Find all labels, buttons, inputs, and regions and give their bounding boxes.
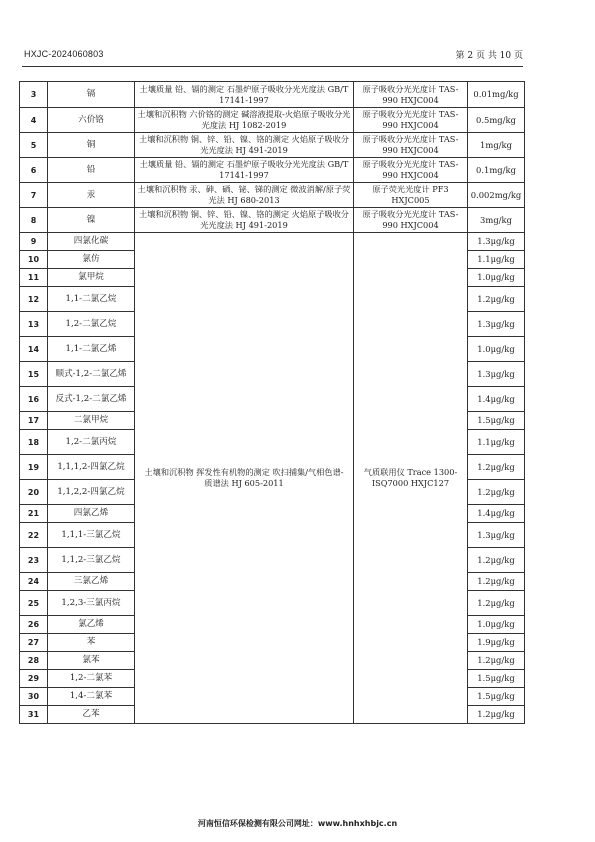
row-number: 30 xyxy=(20,688,48,706)
detection-limit: 1.1μg/kg xyxy=(468,251,525,269)
instrument: 原子吸收分光光度计 TAS-990 HXJC004 xyxy=(354,82,468,108)
detection-limit: 1.3μg/kg xyxy=(468,523,525,548)
analyte-name: 1,2,3-三氯丙烷 xyxy=(48,591,135,616)
analyte-name: 1,2-二氯丙烷 xyxy=(48,430,135,455)
instrument: 原子荧光光度计 PF3 HXJC005 xyxy=(354,183,468,208)
table-row xyxy=(20,233,525,251)
method-standard: 土壤和沉积物 铜、锌、铅、镍、铬的测定 火焰原子吸收分光光度法 HJ 491-2019 xyxy=(135,133,354,158)
detection-limit: 1.2μg/kg xyxy=(468,455,525,480)
row-number: 23 xyxy=(20,548,48,573)
row-number: 13 xyxy=(20,312,48,337)
row-number: 28 xyxy=(20,652,48,670)
row-number: 19 xyxy=(20,455,48,480)
detection-limit: 0.1mg/kg xyxy=(468,158,525,183)
analyte-name: 1,1,1-三氯乙烷 xyxy=(48,523,135,548)
method-standard: 土壤和沉积物 铜、锌、铅、镍、铬的测定 火焰原子吸收分光光度法 HJ 491-2019 xyxy=(135,208,354,233)
row-number: 27 xyxy=(20,634,48,652)
row-number: 11 xyxy=(20,269,48,287)
detection-limit: 0.01mg/kg xyxy=(468,82,525,108)
table-row xyxy=(20,133,525,158)
method-standard: 土壤质量 铅、镉的测定 石墨炉原子吸收分光光度法 GB/T 17141-1997 xyxy=(135,82,354,108)
analyte-name: 氯仿 xyxy=(48,251,135,269)
detection-limit: 1.1μg/kg xyxy=(468,430,525,455)
method-standard: 土壤和沉积物 挥发性有机物的测定 吹扫捕集/气相色谱-质谱法 HJ 605-2011 xyxy=(135,233,354,724)
method-standard: 土壤和沉积物 汞、砷、硒、铋、锑的测定 微波消解/原子荧光法 HJ 680-2013 xyxy=(135,183,354,208)
analyte-name: 1,1-二氯乙烷 xyxy=(48,287,135,312)
analyte-name: 铅 xyxy=(48,158,135,183)
row-number: 21 xyxy=(20,505,48,523)
detection-limit: 0.002mg/kg xyxy=(468,183,525,208)
row-number: 4 xyxy=(20,108,48,133)
table-row xyxy=(20,82,525,108)
analyte-name: 铜 xyxy=(48,133,135,158)
analyte-name: 四氯乙烯 xyxy=(48,505,135,523)
detection-limit: 3mg/kg xyxy=(468,208,525,233)
row-number: 8 xyxy=(20,208,48,233)
table-row xyxy=(20,108,525,133)
row-number: 20 xyxy=(20,480,48,505)
row-number: 22 xyxy=(20,523,48,548)
instrument: 原子吸收分光光度计 TAS-990 HXJC004 xyxy=(354,133,468,158)
row-number: 14 xyxy=(20,337,48,362)
test-method-table xyxy=(19,81,525,724)
detection-limit: 1.0μg/kg xyxy=(468,337,525,362)
analyte-name: 1,2-二氯苯 xyxy=(48,670,135,688)
analyte-name: 氯乙烯 xyxy=(48,616,135,634)
detection-limit: 1.2μg/kg xyxy=(468,548,525,573)
detection-limit: 1.3μg/kg xyxy=(468,362,525,387)
detection-limit: 1mg/kg xyxy=(468,133,525,158)
analyte-name: 氯苯 xyxy=(48,652,135,670)
analyte-name: 1,1-二氯乙烯 xyxy=(48,337,135,362)
analyte-name: 1,2-二氯乙烷 xyxy=(48,312,135,337)
row-number: 29 xyxy=(20,670,48,688)
detection-limit: 1.2μg/kg xyxy=(468,591,525,616)
instrument: 原子吸收分光光度计 TAS-990 HXJC004 xyxy=(354,158,468,183)
row-number: 12 xyxy=(20,287,48,312)
analyte-name: 反式-1,2-二氯乙烯 xyxy=(48,387,135,412)
row-number: 31 xyxy=(20,706,48,724)
row-number: 6 xyxy=(20,158,48,183)
detection-limit: 1.2μg/kg xyxy=(468,706,525,724)
table-row xyxy=(20,183,525,208)
detection-limit: 1.2μg/kg xyxy=(468,480,525,505)
row-number: 3 xyxy=(20,82,48,108)
row-number: 7 xyxy=(20,183,48,208)
analyte-name: 二氯甲烷 xyxy=(48,412,135,430)
detection-limit: 1.5μg/kg xyxy=(468,412,525,430)
analyte-name: 镍 xyxy=(48,208,135,233)
detection-limit: 1.5μg/kg xyxy=(468,688,525,706)
row-number: 5 xyxy=(20,133,48,158)
analyte-name: 乙苯 xyxy=(48,706,135,724)
row-number: 10 xyxy=(20,251,48,269)
analyte-name: 顺式-1,2-二氯乙烯 xyxy=(48,362,135,387)
analyte-name: 四氯化碳 xyxy=(48,233,135,251)
analyte-name: 六价铬 xyxy=(48,108,135,133)
detection-limit: 1.3μg/kg xyxy=(468,233,525,251)
table-row xyxy=(20,158,525,183)
method-standard: 土壤质量 铅、镉的测定 石墨炉原子吸收分光光度法 GB/T 17141-1997 xyxy=(135,158,354,183)
row-number: 26 xyxy=(20,616,48,634)
analyte-name: 1,1,1,2-四氯乙烷 xyxy=(48,455,135,480)
instrument: 原子吸收分光光度计 TAS-990 HXJC004 xyxy=(354,208,468,233)
analyte-name: 1,1,2,2-四氯乙烷 xyxy=(48,480,135,505)
row-number: 24 xyxy=(20,573,48,591)
detection-limit: 1.2μg/kg xyxy=(468,287,525,312)
row-number: 15 xyxy=(20,362,48,387)
row-number: 25 xyxy=(20,591,48,616)
row-number: 17 xyxy=(20,412,48,430)
instrument: 气质联用仪 Trace 1300-ISQ7000 HXJC127 xyxy=(354,233,468,724)
page-number: 第 2 页 共 10 页 xyxy=(455,51,523,61)
detection-limit: 1.4μg/kg xyxy=(468,387,525,412)
report-id: HXJC-2024060803 xyxy=(24,49,104,59)
header-divider xyxy=(22,66,523,67)
analyte-name: 三氯乙烯 xyxy=(48,573,135,591)
detection-limit: 0.5mg/kg xyxy=(468,108,525,133)
analyte-name: 1,1,2-三氯乙烷 xyxy=(48,548,135,573)
instrument: 原子吸收分光光度计 TAS-990 HXJC004 xyxy=(354,108,468,133)
row-number: 18 xyxy=(20,430,48,455)
row-number: 16 xyxy=(20,387,48,412)
analyte-name: 汞 xyxy=(48,183,135,208)
detection-limit: 1.4μg/kg xyxy=(468,505,525,523)
footer-website: 河南恒信环保检测有限公司网址：www.hnhxhbjc.cn xyxy=(197,819,398,828)
analyte-name: 氯甲烷 xyxy=(48,269,135,287)
detection-limit: 1.0μg/kg xyxy=(468,269,525,287)
detection-limit: 1.3μg/kg xyxy=(468,312,525,337)
analyte-name: 苯 xyxy=(48,634,135,652)
analyte-name: 1,4-二氯苯 xyxy=(48,688,135,706)
table-row xyxy=(20,208,525,233)
row-number: 9 xyxy=(20,233,48,251)
detection-limit: 1.5μg/kg xyxy=(468,670,525,688)
detection-limit: 1.2μg/kg xyxy=(468,652,525,670)
detection-limit: 1.9μg/kg xyxy=(468,634,525,652)
detection-limit: 1.0μg/kg xyxy=(468,616,525,634)
method-standard: 土壤和沉积物 六价铬的测定 碱溶液提取-火焰原子吸收分光光度法 HJ 1082-2019 xyxy=(135,108,354,133)
detection-limit: 1.2μg/kg xyxy=(468,573,525,591)
analyte-name: 镉 xyxy=(48,82,135,108)
